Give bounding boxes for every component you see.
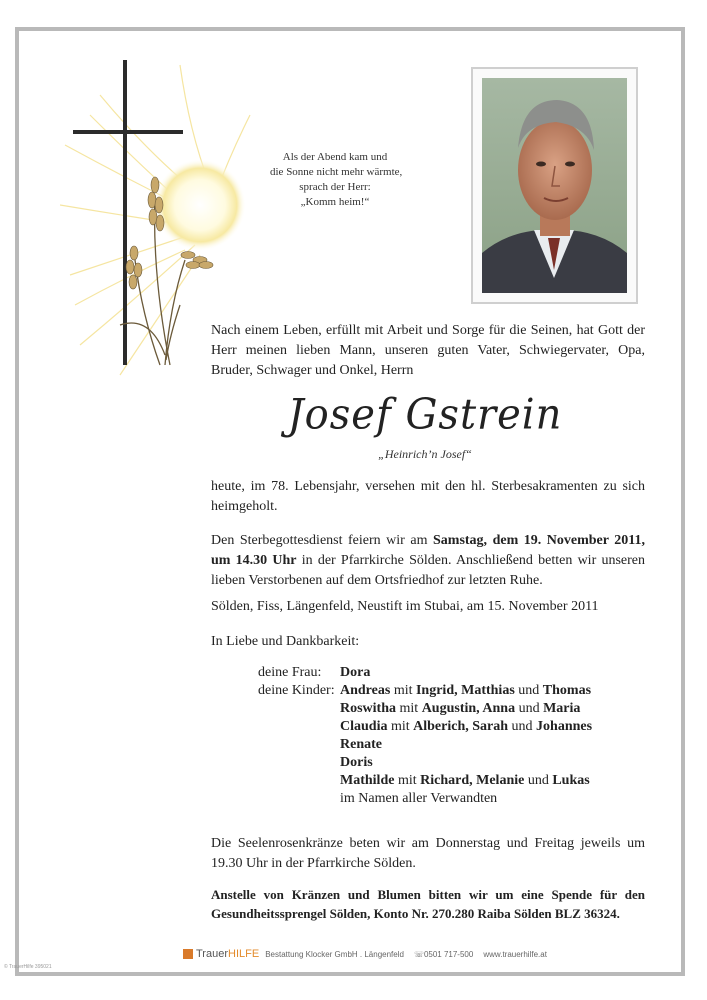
footer: [183, 946, 547, 962]
donation-text: Anstelle von Kränzen und Blumen bitten wir um eine Spende für den Gesundheitssprengel Sölden, Konto Nr. 270.280 Raiba Sölden BLZ 36324.: [211, 887, 645, 921]
verse-line: „Komm heim!“: [300, 196, 370, 208]
child-connector: mit: [387, 719, 414, 734]
child-name: Mathilde: [340, 773, 395, 788]
child-grandchild: Maria: [543, 701, 581, 716]
child-grandchild: Lukas: [552, 773, 590, 788]
copyright-text: © TrauerHilfe 395021: [4, 964, 52, 970]
deceased-nickname: „Heinrich’n Josef“: [378, 447, 472, 461]
sun-icon: [154, 159, 246, 251]
verse-line: die Sonne nicht mehr wärmte,: [270, 166, 403, 178]
age-text: heute, im 78. Lebensjahr, versehen mit den hl. Sterbesakramenten zu sich heimgeholt.: [211, 479, 645, 514]
portrait-photo: [482, 78, 627, 293]
service-text: [211, 531, 645, 591]
child-connector: und: [524, 773, 553, 788]
child-entry: [340, 718, 640, 736]
child-partner: Richard, Melanie: [420, 773, 525, 788]
child-name: Andreas: [340, 683, 391, 698]
child-connector: mit: [394, 773, 421, 788]
family-list: [258, 664, 640, 808]
child-connector: mit: [390, 683, 416, 698]
verse-block: [270, 150, 403, 210]
child-partner: Ingrid, Matthias: [415, 683, 515, 698]
child-connector: mit: [396, 701, 422, 716]
gratitude-text: In Liebe und Dankbarkeit:: [211, 634, 360, 649]
child-partner: Alberich, Sarah: [413, 719, 509, 734]
trauerhilfe-logo-icon: [183, 949, 193, 959]
footer-web-link[interactable]: www.trauerhilfe.at: [483, 949, 547, 959]
service-time: um 14.30 Uhr: [211, 553, 297, 568]
rosary-text: Die Seelenrosenkränze beten wir am Donnerstag und Freitag jeweils um 19.30 Uhr in der Pfarrkirche Sölden.: [211, 836, 645, 871]
child-entry: [340, 682, 640, 700]
footer-company: Bestattung Klocker GmbH . Längenfeld: [265, 949, 404, 959]
child-entry: [340, 700, 640, 718]
brand-part-b: HILFE: [228, 948, 260, 960]
verse-line: sprach der Herr:: [299, 181, 371, 193]
portrait-frame: [471, 67, 638, 304]
child-partner: Augustin, Anna: [421, 701, 516, 716]
place-date: Sölden, Fiss, Längenfeld, Neustift im Stubai, am 15. November 2011: [211, 599, 599, 614]
verse-line: Als der Abend kam und: [282, 151, 388, 163]
service-date: Samstag, dem 19. November 2011,: [433, 533, 645, 548]
child-entry: [340, 736, 640, 754]
family-row-children: [258, 682, 640, 808]
deceased-name: Josef Gstrein: [287, 390, 563, 440]
intro-text: Nach einem Leben, erfüllt mit Arbeit und Sorge für die Seinen, hat Gott der Herr meinen lieben Mann, unseren guten Vater, Schwiegervater, Opa, Bruder, Schwager und Onkel, Herrn: [211, 323, 645, 378]
cross-vertical: [123, 60, 127, 365]
family-row-wife: [258, 664, 640, 682]
children-label: deine Kinder:: [258, 683, 335, 698]
service-text-2: in der Pfarrkirche Sölden. Anschließend betten wir unseren lieben Verstorbenen auf dem Ortsfriedhof zur letzten Ruhe.: [211, 553, 645, 588]
wife-name: Dora: [340, 665, 371, 680]
service-text-1: Den Sterbegottesdienst feiern wir am: [211, 533, 433, 548]
children-list: [340, 682, 640, 808]
child-entry: [340, 772, 640, 790]
footer-phone: ☏0501 717-500: [413, 949, 474, 959]
child-grandchild: Johannes: [536, 719, 593, 734]
child-grandchild: Thomas: [542, 683, 592, 698]
wife-label: deine Frau:: [258, 665, 322, 680]
child-name: Roswitha: [340, 701, 397, 716]
child-name: Renate: [340, 737, 382, 752]
child-name: Claudia: [340, 719, 388, 734]
brand-part-a: Trauer: [196, 948, 228, 960]
cross-horizontal: [73, 130, 183, 134]
footer-brand: [196, 948, 259, 960]
relatives-text: im Namen aller Verwandten: [340, 791, 498, 806]
child-entry: [340, 754, 640, 772]
child-name: Doris: [340, 755, 373, 770]
child-connector: und: [515, 701, 544, 716]
child-connector: und: [514, 683, 543, 698]
child-connector: und: [508, 719, 537, 734]
